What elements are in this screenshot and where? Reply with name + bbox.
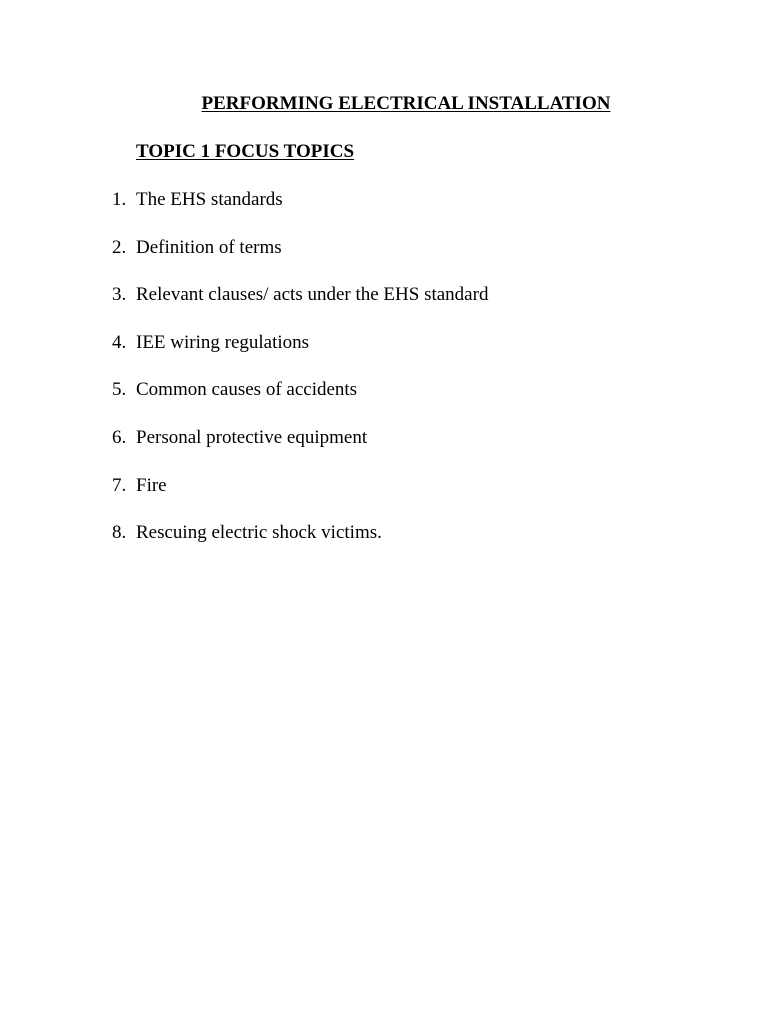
list-item-text: Relevant clauses/ acts under the EHS standard (136, 284, 489, 306)
list-item-number: 2. (112, 236, 127, 258)
list-item-number: 4. (112, 331, 127, 353)
list-item-number: 7. (112, 474, 127, 496)
list-item-number: 1. (112, 189, 127, 210)
list-item-number: 8. (112, 522, 127, 544)
list-item-text: Personal protective equipment (136, 426, 368, 448)
list-item-text: Common causes of accidents (136, 379, 358, 401)
list-item-number: 5. (112, 379, 127, 401)
list-item-number: 6. (112, 426, 127, 448)
list-item-text: Rescuing electric shock victims. (136, 522, 382, 544)
section-heading: TOPIC 1 FOCUS TOPICS (136, 141, 355, 162)
list-item-text: The EHS standards (136, 189, 283, 210)
document-title: PERFORMING ELECTRICAL INSTALLATION (201, 93, 611, 114)
list-item-text: IEE wiring regulations (136, 331, 310, 353)
list-item-text: Fire (136, 474, 167, 496)
list-item-number: 3. (112, 284, 127, 306)
list-item-text: Definition of terms (136, 236, 282, 258)
